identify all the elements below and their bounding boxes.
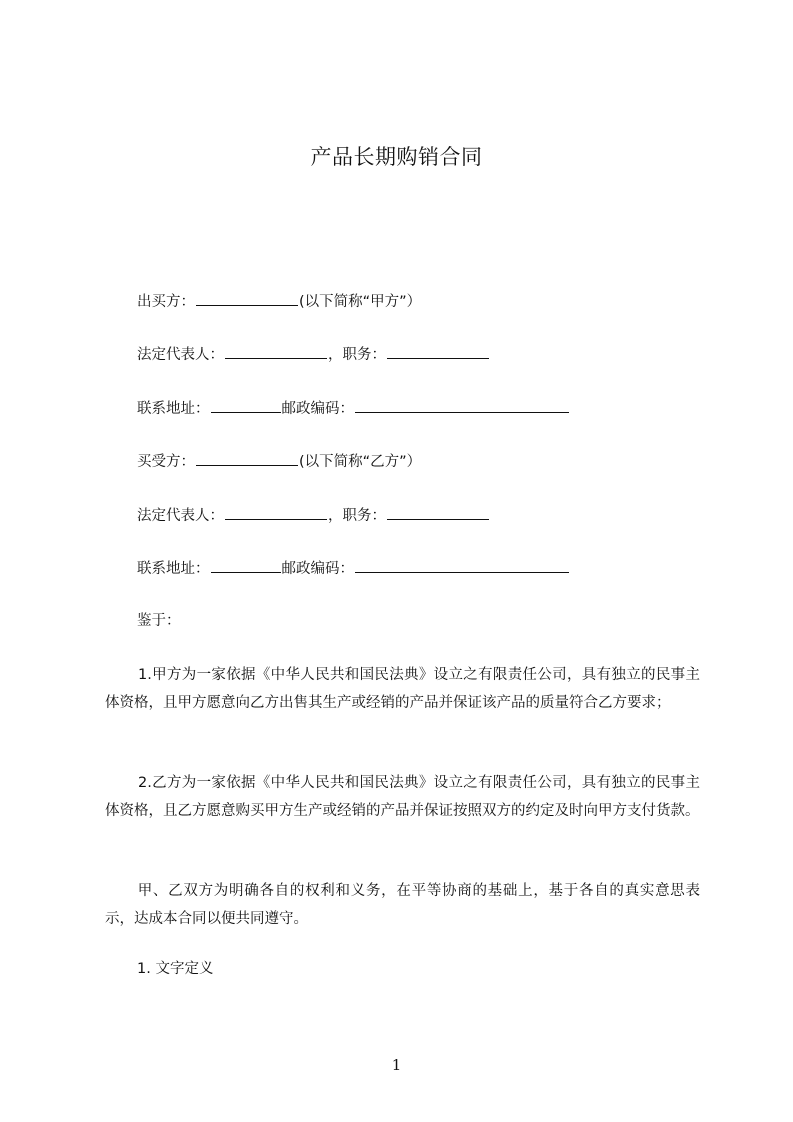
seller-line [137,451,421,472]
buyer-name-blank [196,291,298,306]
buyer-addr-line [137,398,570,419]
section-1-heading: 1. 文字定义 [137,961,214,977]
buyer-rep-blank [225,344,327,359]
clause-2 [105,769,700,825]
page-number: 1 [391,1056,402,1074]
seller-name-blank [196,451,298,466]
seller-rep-blank [225,505,327,520]
seller-position-blank [387,505,489,520]
seller-addr-blank [211,558,281,573]
clause-1-text: 甲方为一家依据《中华人民共和国民法典》设立之有限责任公司，具有独立的民事主体资格，且甲方愿意向乙方出售其生产或经销的产品并保证该产品的质量符合乙方要求； [105,667,700,711]
clause-1-number: 1. [138,667,152,683]
buyer-suffix: (以下简称“甲方”） [299,294,422,310]
buyer-position-label: ，职务： [328,347,386,363]
buyer-zip-label: 邮政编码： [281,401,354,417]
buyer-rep-label: 法定代表人： [137,347,224,363]
seller-zip-label: 邮政编码： [281,561,354,577]
buyer-addr-blank [211,398,281,413]
clause-2-text: 乙方为一家依据《中华人民共和国民法典》设立之有限责任公司，具有独立的民事主体资格，且乙方愿意购买甲方生产或经销的产品并保证按照双方的约定及时向甲方支付货款。 [105,775,700,819]
seller-addr-label: 联系地址： [137,561,210,577]
seller-label: 买受方： [137,454,195,470]
buyer-addr-label: 联系地址： [137,401,210,417]
clause-1 [105,661,700,717]
seller-position-label: ，职务： [328,508,386,524]
seller-zip-blank [355,558,569,573]
buyer-rep-line [137,344,490,365]
buyer-label: 出买方： [137,294,195,310]
clause-2-number: 2. [138,775,152,791]
agreement-paragraph [105,877,700,933]
seller-rep-line [137,505,490,526]
seller-suffix: (以下简称“乙方”） [299,454,422,470]
seller-addr-line [137,558,570,579]
buyer-position-blank [387,344,489,359]
buyer-line [137,291,421,312]
seller-rep-label: 法定代表人： [137,508,224,524]
contract-title: 产品长期购销合同 [310,145,483,169]
agreement-text: 甲、乙双方为明确各自的权利和义务，在平等协商的基础上，基于各自的真实意思表示，达成本合同以便共同遵守。 [105,883,700,927]
whereas-heading: 鉴于： [137,613,181,629]
buyer-zip-blank [355,398,569,413]
